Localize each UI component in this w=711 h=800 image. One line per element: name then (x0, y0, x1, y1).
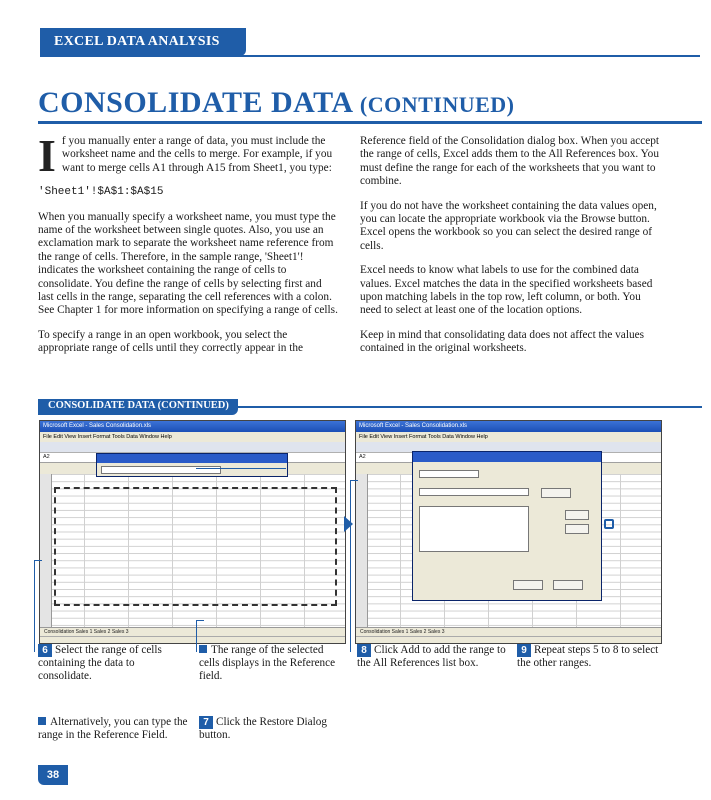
formula-bar: A2 (40, 453, 345, 463)
page-number: 38 (38, 765, 68, 785)
sheet-tabs: Consolidation Sales 1 Sales 2 Sales 3 (356, 627, 662, 636)
body-left-p1: f you manually enter a range of data, you must include the worksheet name and the cells to merge. For example, if you want to merge cells A1 through A15 from Sheet1, you type: (61, 135, 333, 174)
menu-bar: File Edit View Insert Format Tools Data Window Help (43, 434, 172, 440)
body-right-p2: If you do not have the worksheet containing the data values open, you can locate the appropriate workbook via the Browse button. Excel opens the workbook so you can select the desired range of cells. (360, 199, 657, 252)
callout-text: Click the Restore Dialog button. (199, 716, 327, 741)
body-paragraph (38, 130, 340, 181)
callout-step-9 (517, 644, 667, 670)
body-left-column (38, 130, 340, 367)
screenshot-right (355, 420, 662, 644)
selected-range (54, 487, 337, 606)
callout-text: Select the range of cells containing the data to consolidate. (38, 644, 162, 682)
delete-button[interactable] (565, 524, 589, 534)
window-title: Microsoft Excel - Sales Consolidation.xls (40, 421, 345, 432)
callout-step-6 (38, 644, 188, 683)
body-right-p4: Keep in mind that consolidating data does not affect the values contained in the original worksheets. (360, 328, 645, 355)
callout-text: Click Add to add the range to the All References list box. (357, 644, 506, 669)
step-number: 6 (38, 644, 52, 657)
dialog-title-bar (97, 454, 287, 463)
body-right-p1: Reference field of the Consolidation dialog box. When you accept the range of cells, Excel adds them to the All References box. You must define the range for each of the worksheets that you want to combine. (360, 135, 660, 188)
ok-button[interactable] (513, 580, 543, 590)
menu-bar: File Edit View Insert Format Tools Data Window Help (359, 434, 488, 440)
add-button-highlight (604, 519, 614, 529)
status-bar (40, 636, 346, 643)
window-title: Microsoft Excel - Sales Consolidation.xls (356, 421, 661, 432)
callout-text: The range of the selected cells displays in the Reference field. (199, 644, 336, 682)
code-sample: 'Sheet1'!$A$1:$A$15 (38, 186, 164, 199)
body-right-column (360, 135, 662, 367)
section-header-tab: EXCEL DATA ANALYSIS (40, 28, 246, 56)
callout-range (199, 644, 339, 683)
toolbar (40, 442, 345, 453)
header-rule (40, 55, 700, 57)
leader-line (34, 560, 42, 652)
leader-line (350, 480, 358, 652)
status-bar (356, 636, 662, 643)
reference-input[interactable] (419, 488, 529, 496)
close-button[interactable] (553, 580, 583, 590)
bullet-square-icon (199, 645, 207, 653)
all-references-list[interactable] (419, 506, 529, 552)
dropcap: I (38, 130, 56, 181)
callout-alternative (38, 716, 188, 742)
function-select[interactable] (419, 470, 479, 478)
step-number: 7 (199, 716, 213, 729)
step-number: 9 (517, 644, 531, 657)
callout-text: Alternatively, you can type the range in the Reference Field. (38, 716, 188, 741)
callout-step-7 (199, 716, 339, 742)
title-main: CONSOLIDATE DATA (38, 86, 352, 119)
title-rule (38, 121, 702, 124)
screenshot-left (39, 420, 346, 644)
body-right-p3: Excel needs to know what labels to use for the combined data values. Excel matches the data in the specified worksheets based upon matching labels in the top row, left column, or both. You need to select at least one of the location options. (360, 264, 653, 317)
sheet-tabs: Consolidation Sales 1 Sales 2 Sales 3 (40, 627, 346, 636)
bullet-square-icon (38, 717, 46, 725)
dialog-title-bar (413, 452, 601, 462)
browse-button[interactable] (541, 488, 571, 498)
formula-bar: A2 (356, 453, 661, 463)
consolidate-dialog (412, 451, 602, 601)
leader-line (196, 468, 286, 480)
body-left-p3: To specify a range in an open workbook, you select the appropriate range of cells until they correctly appear in the (38, 328, 304, 355)
add-button[interactable] (565, 510, 589, 520)
callout-text: Repeat steps 5 to 8 to select the other ranges. (517, 644, 659, 669)
page-title (38, 86, 515, 120)
section-rule (238, 406, 702, 408)
body-left-p2: When you manually specify a worksheet name, you must type the name of the worksheet between single quotes. Also, you use an exclamation mark to separate the worksheet name reference from the range of cells. Therefore, in the sample range, 'Sheet1'! indicates the worksheet containing the range of cells to consolidate. You define the range of cells by selecting first and last cells in the range, separating the cell references with a colon. See Chapter 1 for more information on specifying a range of cells. (38, 210, 338, 317)
section-bar: CONSOLIDATE DATA (CONTINUED) (38, 399, 238, 415)
step-number: 8 (357, 644, 371, 657)
callout-step-8 (357, 644, 507, 670)
title-suffix: (CONTINUED) (359, 92, 515, 117)
